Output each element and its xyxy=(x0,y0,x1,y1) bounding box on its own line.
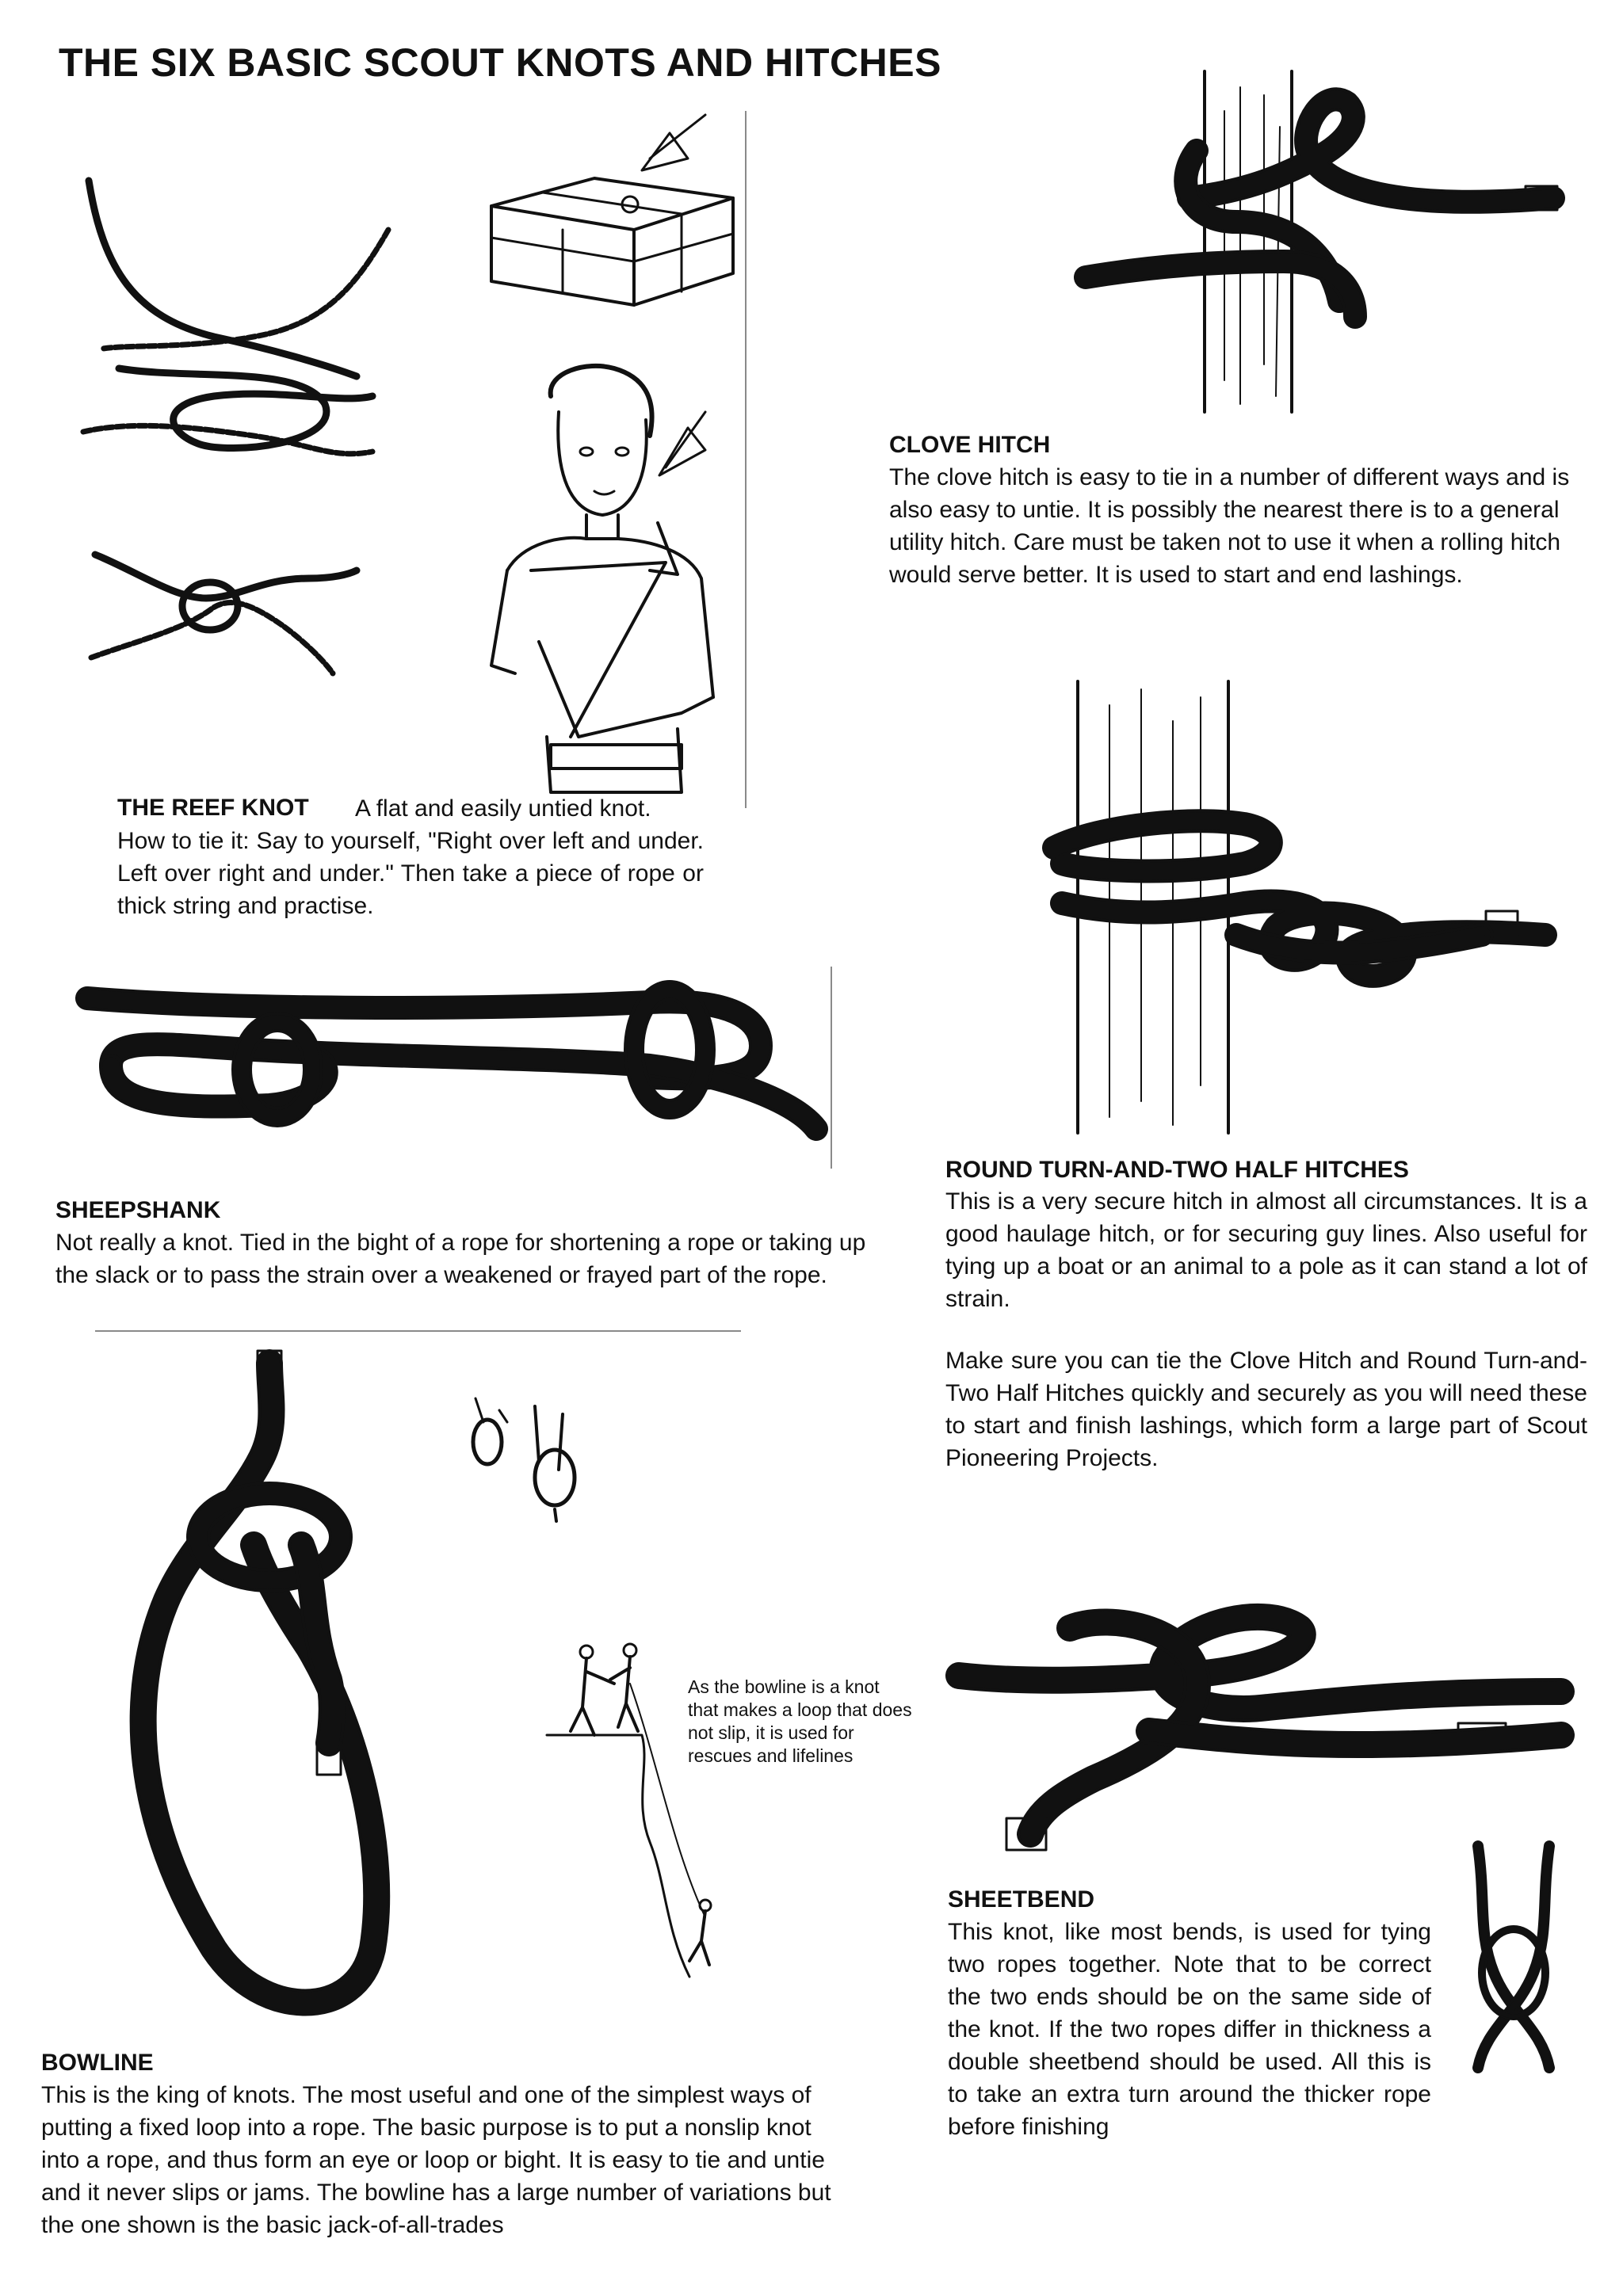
tied-parcel-illustration xyxy=(475,111,745,317)
reef-knot-lead: A flat and easily untied knot. xyxy=(355,795,651,822)
sheetbend-text: This knot, like most bends, is used for tying two ropes together. Note that to be correct the two ends should be on the same side of the knot. If the two ropes differ in thickness a double sheetbend should be used. All this is to take an extra turn around the thicker rope before finishing xyxy=(948,1919,1431,2140)
sheetbend-heading: SHEETBEND xyxy=(948,1886,1095,1913)
divider-top-vertical xyxy=(745,111,747,808)
reef-knot-steps-illustration xyxy=(71,166,428,689)
reef-knot-text: How to tie it: Say to yourself, "Right over left and under. Left over right and under." Then take a piece of rope or thick string and practise. xyxy=(117,828,704,919)
reef-knot-heading: THE REEF KNOT xyxy=(117,795,309,821)
bowline-text: This is the king of knots. The most useful and one of the simplest ways of putting a fixed loop into a rope. The basic purpose is to put a nonslip knot into a rope, and thus form an eye or loop or bight. It is easy to tie and untie and it never slips or jams. The bowline has a large number of variations but the one shown is the basic jack-of-all-trades xyxy=(41,2082,831,2238)
bowline-heading: BOWLINE xyxy=(41,2050,154,2076)
round-turn-heading: ROUND TURN-AND-TWO HALF HITCHES xyxy=(945,1157,1409,1183)
page-title: THE SIX BASIC SCOUT KNOTS AND HITCHES xyxy=(59,40,941,85)
sheepshank-heading: SHEEPSHANK xyxy=(55,1197,221,1223)
sheepshank-text: Not really a knot. Tied in the bight of a rope for shortening a rope or taking up the slack or to pass the strain over a weakened or frayed part of the rope. xyxy=(55,1230,866,1288)
clove-hitch-illustration xyxy=(1078,63,1569,428)
boy-with-arm-sling-illustration xyxy=(475,364,737,808)
bowline-steps-illustration xyxy=(468,1390,594,1525)
sheetbend-small-illustration xyxy=(1462,1838,1573,2076)
round-turn-note: Make sure you can tie the Clove Hitch and Round Turn-and-Two Half Hitches quickly and securely as you will need these to start and finish lashings, which form a large part of Scout Pioneering Projects. xyxy=(945,1348,1587,1471)
clove-hitch-text: The clove hitch is easy to tie in a number of different ways and is also easy to untie. It is possibly the nearest there is to a general utility hitch. Care must be taken not to use it when a rolling hitch would serve better. It is used to start and end lashings. xyxy=(889,464,1570,588)
divider-horizontal xyxy=(95,1330,741,1332)
bowline-caption: As the bowline is a knot that makes a loop that does not slip, it is used for rescues and lifelines xyxy=(688,1676,912,1766)
bowline-illustration xyxy=(119,1347,483,2036)
sheepshank-illustration xyxy=(79,971,832,1161)
round-turn-text: This is a very secure hitch in almost all circumstances. It is a good haulage hitch, or for securing guy lines. Also useful for tying up a boat or an animal to a pole as it can stand a lot of strain. xyxy=(945,1188,1587,1312)
round-turn-two-half-hitches-illustration xyxy=(1038,673,1561,1141)
sheetbend-illustration xyxy=(951,1596,1569,1858)
clove-hitch-heading: CLOVE HITCH xyxy=(889,432,1051,458)
